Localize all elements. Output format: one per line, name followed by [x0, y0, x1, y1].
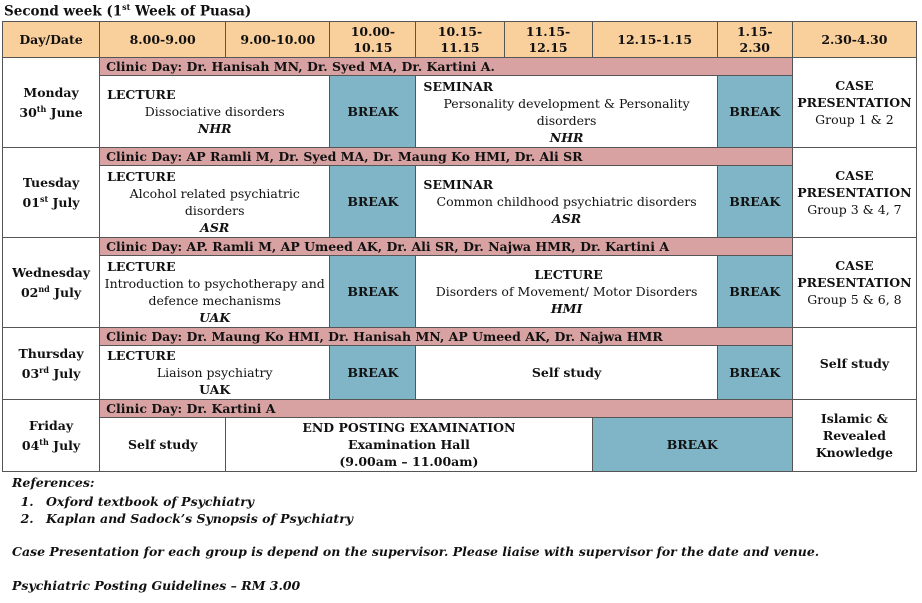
table-row: [3, 148, 917, 166]
references-heading: References:: [12, 475, 95, 490]
table-row: [3, 256, 917, 328]
table-row: [3, 166, 917, 238]
header-slot-2: 9.00-10.00: [226, 22, 330, 58]
table-row: [3, 328, 917, 346]
break-cell: BREAK: [717, 166, 792, 238]
afternoon-cell: CASE PRESENTATION Group 1 & 2: [792, 58, 916, 148]
header-slot-7: 1.15- 2.30: [717, 22, 792, 58]
self-study-cell: Self study: [416, 346, 717, 400]
header-slot-8: 2.30-4.30: [792, 22, 916, 58]
table-row: [3, 58, 917, 76]
day-cell: Tuesday 01st July: [3, 148, 100, 238]
table-row: [3, 346, 917, 400]
header-slot-3: 10.00- 10.15: [330, 22, 416, 58]
table-row: [3, 76, 917, 148]
break-cell: BREAK: [592, 418, 792, 472]
header-slot-6: 12.15-1.15: [592, 22, 717, 58]
timetable: [2, 21, 917, 472]
lecture-cell: LECTURE Introduction to psychotherapy and defence mechanisms UAK: [100, 256, 330, 328]
break-cell: BREAK: [717, 76, 792, 148]
day-cell: Thursday 03rd July: [3, 328, 100, 400]
header-day-date: Day/Date: [3, 22, 100, 58]
reference-item: 2. Kaplan and Sadock’s Synopsis of Psychiatry: [38, 510, 353, 527]
break-cell: BREAK: [330, 166, 416, 238]
table-row: [3, 238, 917, 256]
header-slot-5: 11.15- 12.15: [504, 22, 592, 58]
clinic-day-row: Clinic Day: AP. Ramli M, AP Umeed AK, Dr. Ali SR, Dr. Najwa HMR, Dr. Kartini A: [100, 238, 793, 256]
break-cell: BREAK: [330, 76, 416, 148]
clinic-day-row: Clinic Day: Dr. Kartini A: [100, 400, 793, 418]
guidelines-price: Psychiatric Posting Guidelines – RM 3.00: [12, 578, 301, 593]
header-slot-1: 8.00-9.00: [100, 22, 226, 58]
clinic-day-row: Clinic Day: Dr. Hanisah MN, Dr. Syed MA, Dr. Kartini A.: [100, 58, 793, 76]
seminar-cell: SEMINAR Common childhood psychiatric disorders ASR: [416, 166, 717, 238]
table-row: [3, 418, 917, 472]
break-cell: BREAK: [717, 256, 792, 328]
day-cell: Wednesday 02nd July: [3, 238, 100, 328]
references: [12, 474, 353, 527]
case-presentation-note: Case Presentation for each group is depend on the supervisor. Please liaise with supervisor for the date and venue.: [12, 544, 820, 559]
day-cell: Monday 30th June: [3, 58, 100, 148]
lecture-cell: LECTURE Liaison psychiatry UAK: [100, 346, 330, 400]
day-cell: Friday 04th July: [3, 400, 100, 472]
clinic-day-row: Clinic Day: Dr. Maung Ko HMI, Dr. Hanisah MN, AP Umeed AK, Dr. Najwa HMR: [100, 328, 793, 346]
header-row: [3, 22, 917, 58]
break-cell: BREAK: [330, 256, 416, 328]
break-cell: BREAK: [717, 346, 792, 400]
afternoon-cell: Self study: [792, 328, 916, 400]
lecture-cell: LECTURE Alcohol related psychiatric disorders ASR: [100, 166, 330, 238]
afternoon-cell: CASE PRESENTATION Group 5 & 6, 8: [792, 238, 916, 328]
header-slot-4: 10.15- 11.15: [416, 22, 504, 58]
exam-cell: END POSTING EXAMINATION Examination Hall (9.00am – 11.00am): [226, 418, 592, 472]
self-study-cell: Self study: [100, 418, 226, 472]
afternoon-cell: CASE PRESENTATION Group 3 & 4, 7: [792, 148, 916, 238]
table-row: [3, 400, 917, 418]
seminar-cell: SEMINAR Personality development & Personality disorders NHR: [416, 76, 717, 148]
break-cell: BREAK: [330, 346, 416, 400]
lecture-cell: LECTURE Disorders of Movement/ Motor Disorders HMI: [416, 256, 717, 328]
afternoon-cell: Islamic & Revealed Knowledge: [792, 400, 916, 472]
page-title: Second week (1st Week of Puasa): [4, 2, 252, 20]
lecture-cell: LECTURE Dissociative disorders NHR: [100, 76, 330, 148]
reference-item: 1. Oxford textbook of Psychiatry: [38, 493, 353, 510]
clinic-day-row: Clinic Day: AP Ramli M, Dr. Syed MA, Dr. Maung Ko HMI, Dr. Ali SR: [100, 148, 793, 166]
